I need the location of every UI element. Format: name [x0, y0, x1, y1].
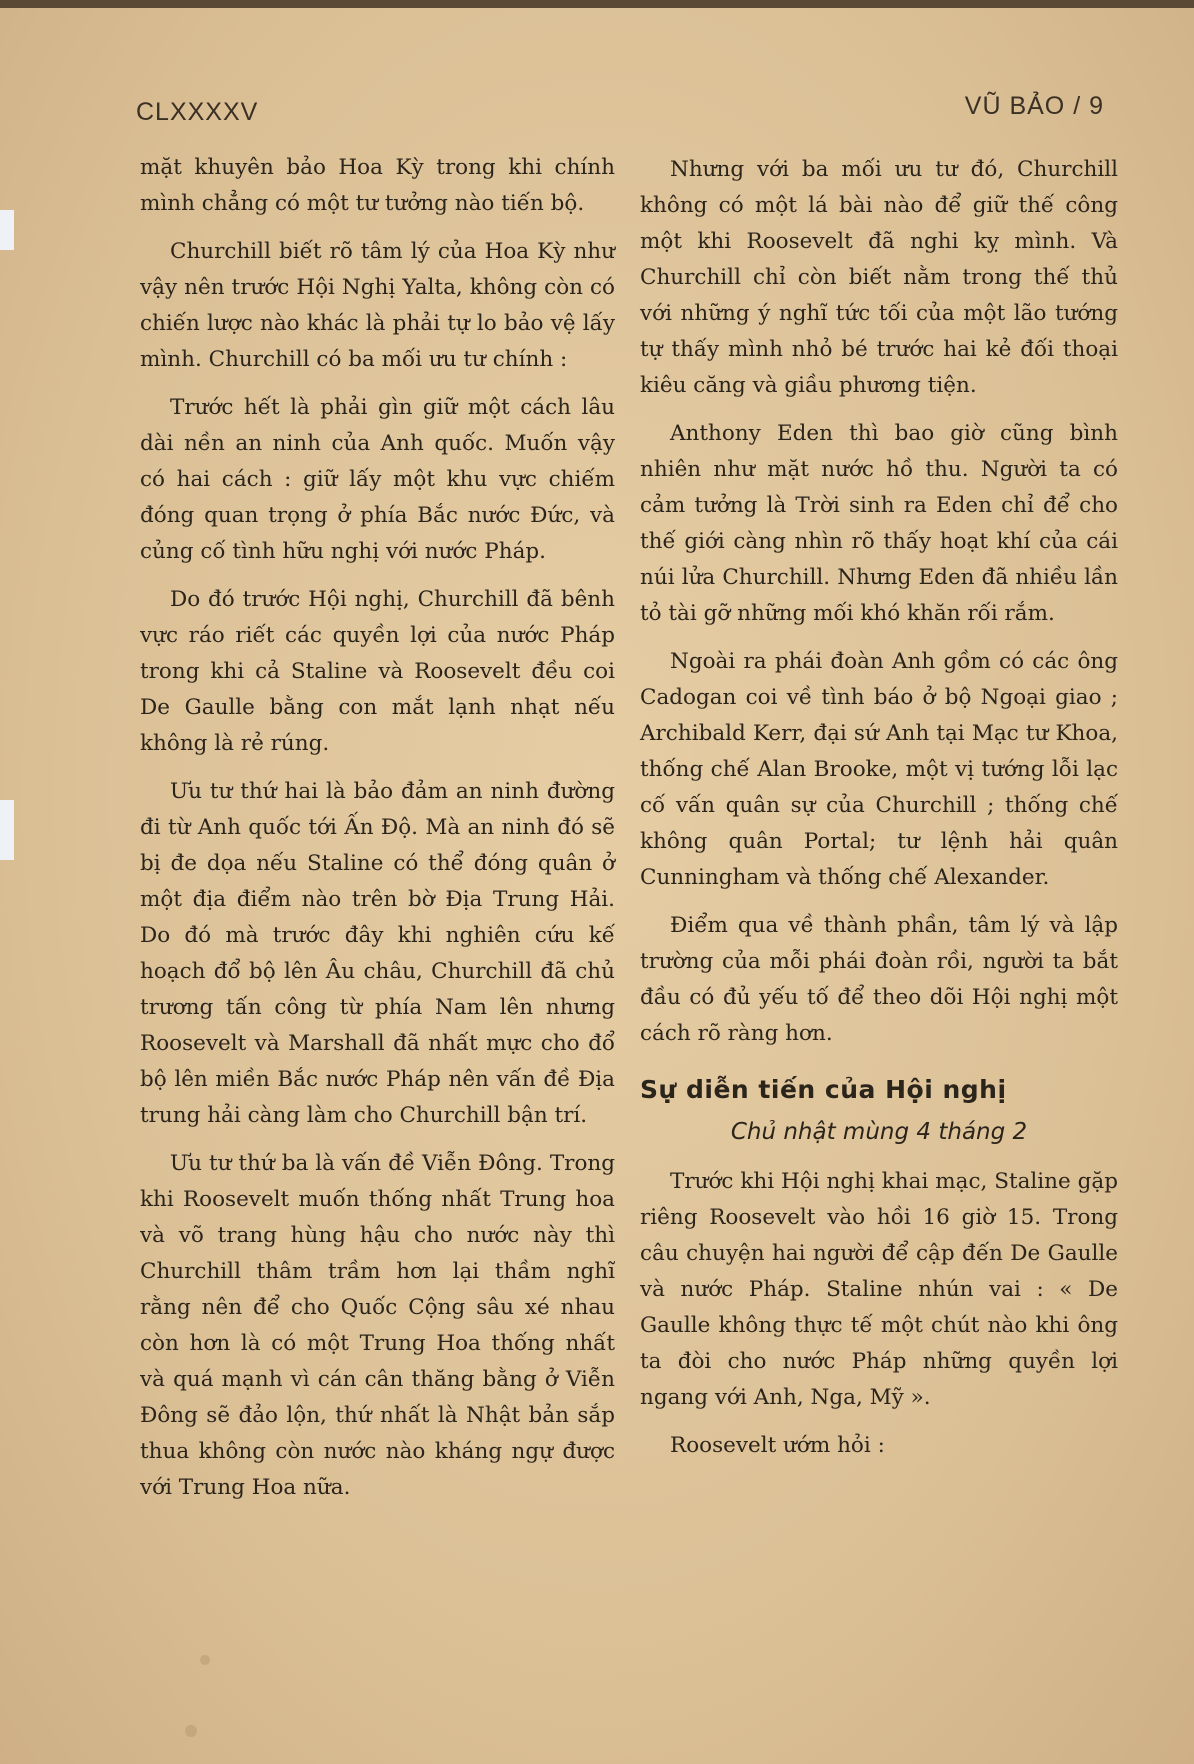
- paragraph: Trước khi Hội nghị khai mạc, Staline gặp riêng Roosevelt vào hồi 16 giờ 15. Trong câu chuyện hai người để cập đến De Gaulle và nước Pháp. Staline nhún vai : « De Gaulle không thực tế một chút nào khi ông ta đòi cho nước Pháp những quyền lợi ngang với Anh, Nga, Mỹ ».: [640, 1169, 1118, 1410]
- paragraph: Churchill biết rõ tâm lý của Hoa Kỳ như vậy nên trước Hội Nghị Yalta, không còn có chiến lược nào khác là phải tự lo bảo vệ lấy mình. Churchill có ba mối ưu tư chính :: [140, 239, 615, 372]
- paragraph: Do đó trước Hội nghị, Churchill đã bênh vực ráo riết các quyền lợi của nước Pháp trong khi cả Staline và Roosevelt đều coi De Gaulle bằng con mắt lạnh nhạt nếu không là rẻ rúng.: [140, 587, 615, 756]
- paragraph: Ưu tư thứ hai là bảo đảm an ninh đường đi từ Anh quốc tới Ấn Độ. Mà an ninh đó sẽ bị đe dọa nếu Staline có thể đóng quân ở một địa điểm nào trên bờ Địa Trung Hải. Do đó mà trước đây khi nghiên cứu kế hoạch đổ bộ lên Âu châu, Churchill đã chủ trương tấn công từ phía Nam lên nhưng Roosevelt và Marshall đã nhất mực cho đổ bộ lên miền Bắc nước Pháp nên vấn đề Địa trung hải càng làm cho Churchill bận trí.: [140, 779, 615, 1128]
- ink-spot: [185, 1725, 197, 1737]
- paragraph: Nhưng với ba mối ưu tư đó, Churchill không có một lá bài nào để giữ thế công một khi Roosevelt đã nghi kỵ mình. Và Churchill chỉ còn biết nằm trong thế thủ với những ý nghĩ tức tối của một lão tướng tự thấy mình nhỏ bé trước hai kẻ đối thoại kiêu căng và giầu phương tiện.: [640, 157, 1118, 398]
- paragraph: mặt khuyên bảo Hoa Kỳ trong khi chính mình chẳng có một tư tưởng nào tiến bộ.: [140, 155, 615, 216]
- section-subtitle: Chủ nhật mùng 4 tháng 2: [730, 1119, 1028, 1145]
- paragraph: Anthony Eden thì bao giờ cũng bình nhiên như mặt nước hồ thu. Người ta có cảm tưởng là Trời sinh ra Eden chỉ để cho thế giới càng nhìn rõ thấy hoạt khí của cái núi lửa Churchill. Nhưng Eden đã nhiều lần tỏ tài gỡ những mối khó khăn rối rắm.: [640, 421, 1118, 626]
- chapter-number: CLXXXXV: [136, 98, 259, 126]
- paragraph: Roosevelt ướm hỏi :: [670, 1433, 885, 1458]
- running-header: VŨ BẢO / 9: [964, 92, 1104, 120]
- right-column: [640, 152, 1118, 1476]
- paragraph: Ngoài ra phái đoàn Anh gồm có các ông Cadogan coi về tình báo ở bộ Ngoại giao ; Archibald Kerr, đại sứ Anh tại Mạc tư Khoa, thống chế Alan Brooke, một vị tướng lỗi lạc cố vấn quân sự của Churchill ; thống chế không quân Portal; tư lệnh hải quân Cunningham và thống chế Alexander.: [640, 649, 1118, 890]
- ink-spot: [200, 1655, 210, 1665]
- section-title: Sự diễn tiến của Hội nghị: [640, 1075, 1007, 1104]
- left-column: [140, 150, 615, 1518]
- page-edge-tear: [0, 800, 14, 860]
- paragraph: Điểm qua về thành phần, tâm lý và lập trường của mỗi phái đoàn rồi, người ta bắt đầu có đủ yếu tố để theo dõi Hội nghị một cách rõ ràng hơn.: [640, 913, 1118, 1046]
- page-top-edge: [0, 0, 1194, 8]
- paragraph: Trước hết là phải gìn giữ một cách lâu dài nền an ninh của Anh quốc. Muốn vậy có hai cách : giữ lấy một khu vực chiếm đóng quan trọng ở phía Bắc nước Đức, và củng cố tình hữu nghị với nước Pháp.: [140, 395, 615, 564]
- page-edge-tear: [0, 210, 14, 250]
- paragraph: Ưu tư thứ ba là vấn đề Viễn Đông. Trong khi Roosevelt muốn thống nhất Trung hoa và võ trang hùng hậu cho nước này thì Churchill thâm trầm hơn lại thầm nghĩ rằng nên để cho Quốc Cộng sâu xé nhau còn hơn là có một Trung Hoa thống nhất và quá mạnh vì cán cân thăng bằng ở Viễn Đông sẽ đảo lộn, thứ nhất là Nhật bản sắp thua không còn nước nào kháng ngự được với Trung Hoa nữa.: [140, 1151, 615, 1500]
